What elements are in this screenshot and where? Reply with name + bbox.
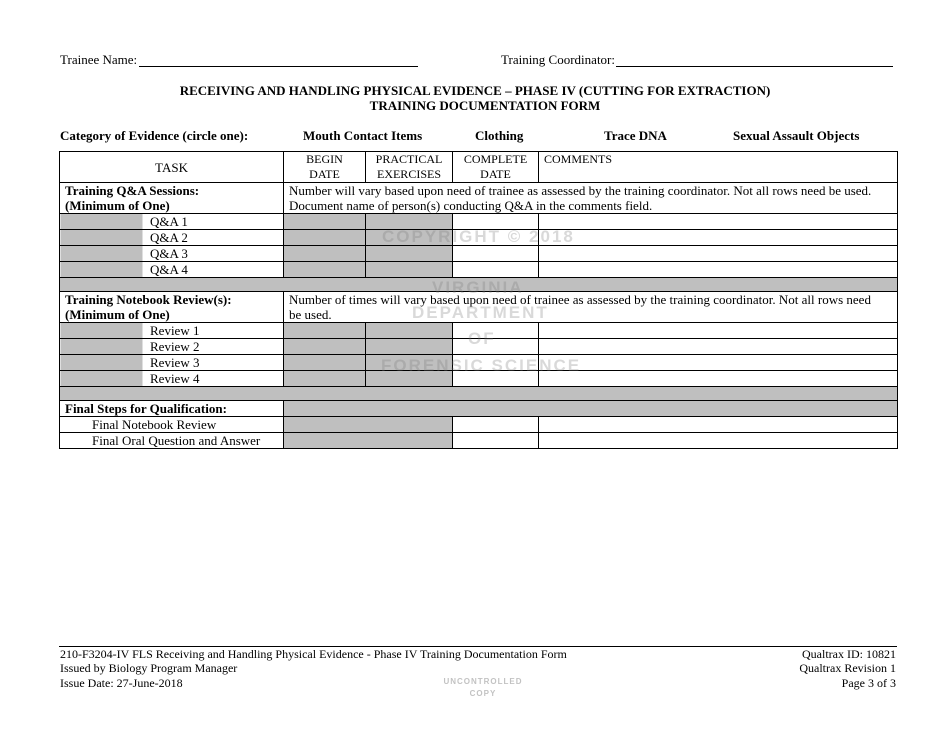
begin-date-cell [284,230,366,246]
qa-section-note: Number will vary based upon need of trainee as assessed by the training coordinator. Not all rows need be used. Document name of person(s) conducting Q&A in the comments field. [284,183,898,214]
table-row [60,417,898,433]
begin-date-cell [284,246,366,262]
begin-practical-cell [284,433,453,449]
footer-doc-line: 210-F3204-IV FLS Receiving and Handling Physical Evidence - Phase IV Training Documentation Form [60,647,567,661]
category-option-clothing[interactable]: Clothing [475,128,524,143]
begin-date-cell [284,323,366,339]
divider-cell [60,387,898,401]
watermark-forensic-science: FORENSIC SCIENCE [381,356,582,375]
section-divider [60,387,898,401]
table-row [60,262,898,278]
form-subtitle: TRAINING DOCUMENTATION FORM [369,98,601,113]
comments-cell[interactable] [539,433,898,449]
table-row [60,433,898,449]
qa-row-label: Q&A 3 [60,246,284,262]
footer-qualtrax-id: Qualtrax ID: 10821 [802,647,896,661]
complete-date-cell[interactable] [453,417,539,433]
category-option-mouth-contact[interactable]: Mouth Contact Items [303,128,423,143]
col-practical-exercises: PRACTICAL EXERCISES [366,152,453,183]
qa-row-label: Q&A 4 [60,262,284,278]
training-coordinator-field[interactable] [616,66,893,67]
begin-practical-cell [284,417,453,433]
watermark-uncontrolled: UNCONTROLLED [443,677,523,686]
qa-section-row [60,183,898,214]
comments-cell[interactable] [539,355,898,371]
review-row-label: Review 4 [60,371,284,387]
comments-cell[interactable] [539,246,898,262]
category-option-sexual-assault[interactable]: Sexual Assault Objects [733,128,860,143]
category-label: Category of Evidence (circle one): [60,128,249,143]
begin-date-cell [284,355,366,371]
qa-row-label: Q&A 2 [60,230,284,246]
category-option-trace-dna[interactable]: Trace DNA [604,128,667,143]
footer-qualtrax-revision: Qualtrax Revision 1 [799,661,896,675]
comments-cell[interactable] [539,262,898,278]
practical-cell [366,339,453,355]
training-coordinator-label: Training Coordinator: [501,52,615,67]
review-row-label: Review 1 [60,323,284,339]
form-title: RECEIVING AND HANDLING PHYSICAL EVIDENCE – PHASE IV (CUTTING FOR EXTRACTION) [179,83,771,98]
watermark-of: OF [468,329,496,348]
comments-cell[interactable] [539,371,898,387]
trainee-name-field[interactable] [139,66,418,67]
comments-cell[interactable] [539,323,898,339]
col-complete-date: COMPLETE DATE [453,152,539,183]
review-row-label: Review 3 [60,355,284,371]
practical-cell [366,262,453,278]
notebook-section-note: Number of times will vary based upon need of trainee as assessed by the training coordinator. Not all rows need be used. [284,292,898,323]
watermark-copyright: COPYRIGHT © 2018 [382,227,575,246]
table-header-row [60,152,898,183]
review-row-label: Review 2 [60,339,284,355]
practical-cell [366,246,453,262]
table-row [60,246,898,262]
comments-cell[interactable] [539,339,898,355]
final-row-label: Final Notebook Review [60,417,284,433]
footer-issue-date: Issue Date: 27-June-2018 [60,676,183,690]
watermark-copy: COPY [469,689,497,698]
final-section-row [60,401,898,417]
final-row-label: Final Oral Question and Answer [60,433,284,449]
footer-page-number: Page 3 of 3 [841,676,896,690]
practical-cell [366,323,453,339]
training-table [59,151,898,449]
watermark-department: DEPARTMENT [412,303,549,322]
comments-cell[interactable] [539,230,898,246]
col-task: TASK [60,152,284,183]
watermark-virginia: VIRGINIA [432,278,524,297]
footer-issued-by: Issued by Biology Program Manager [60,661,238,675]
notebook-section-title: Training Notebook Review(s): (Minimum of One) [60,292,284,323]
qa-row-label: Q&A 1 [60,214,284,230]
begin-date-cell [284,214,366,230]
complete-date-cell[interactable] [453,246,539,262]
complete-date-cell[interactable] [453,433,539,449]
col-begin-date: BEGIN DATE [284,152,366,183]
qa-section-title: Training Q&A Sessions: (Minimum of One) [60,183,284,214]
trainee-name-label: Trainee Name: [60,52,138,67]
final-section-fill [284,401,898,417]
begin-date-cell [284,371,366,387]
comments-cell[interactable] [539,214,898,230]
final-section-title: Final Steps for Qualification: [60,401,284,417]
comments-cell[interactable] [539,417,898,433]
begin-date-cell [284,339,366,355]
begin-date-cell [284,262,366,278]
col-comments: COMMENTS [539,152,898,183]
complete-date-cell[interactable] [453,262,539,278]
